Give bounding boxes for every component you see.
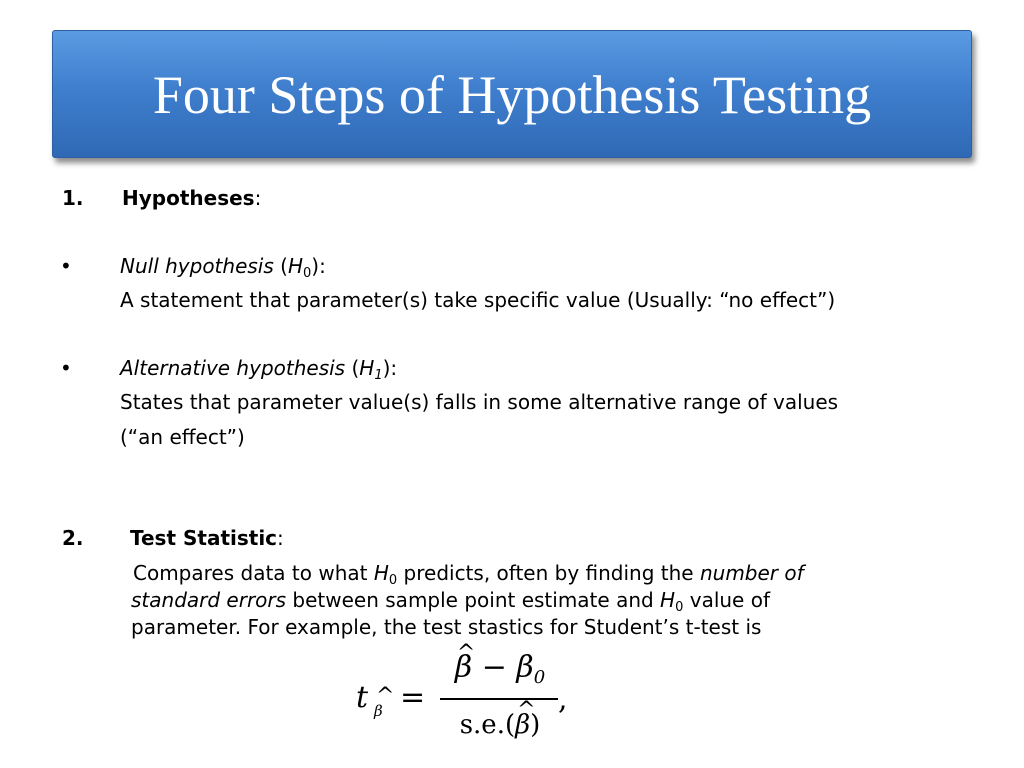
formula-t-symbol: t <box>356 680 369 715</box>
ts-line2-h: H <box>660 588 676 612</box>
formula-t-subscript-beta-hat: ^ β <box>374 702 383 720</box>
null-hypothesis-term-line <box>120 253 326 279</box>
alt-open-paren: ( <box>345 356 360 380</box>
ts-line2-italic: standard errors <box>131 588 287 612</box>
formula-denominator-close: ) <box>530 710 541 740</box>
formula-fraction-bar <box>440 698 558 700</box>
formula-numerator-subscript: 0 <box>533 667 546 688</box>
alt-close-paren: ): <box>382 356 398 380</box>
ts-line2-sub: 0 <box>675 600 684 615</box>
slide-title: Four Steps of Hypothesis Testing <box>152 65 872 125</box>
section1-heading: Hypotheses <box>122 186 255 210</box>
null-hypothesis-description: A statement that parameter(s) take specific value (Usually: “no effect”) <box>120 288 836 312</box>
ts-line1-text-a: Compares data to what <box>133 561 374 585</box>
section2-heading-line <box>130 525 284 551</box>
section2-colon: : <box>277 526 284 550</box>
null-open-paren: ( <box>273 254 288 278</box>
alt-h-symbol: H <box>359 356 375 380</box>
alternative-description-line-1: States that parameter value(s) falls in some alternative range of values <box>120 390 839 414</box>
alternative-hypothesis-term-line <box>120 355 397 381</box>
formula-equals: = <box>400 680 426 715</box>
ts-line1-h: H <box>373 561 389 585</box>
alternative-description-line-2: (“an effect”) <box>120 425 245 449</box>
formula-trailing-comma: , <box>558 682 568 717</box>
null-close-paren: ): <box>311 254 326 278</box>
section1-number: 1. <box>62 186 84 210</box>
ts-line1-sub: 0 <box>388 573 398 588</box>
formula-denominator-se: s.e.( <box>459 710 516 740</box>
bullet-marker-null: • <box>60 254 72 278</box>
title-banner <box>52 30 972 158</box>
ts-line1-text-b: predicts, often by finding the <box>397 561 700 585</box>
formula-denominator <box>440 708 560 742</box>
section2-heading: Test Statistic <box>130 526 278 550</box>
null-hypothesis-term: Null hypothesis <box>120 254 274 278</box>
ts-line2-text-a: between sample point estimate and <box>286 588 661 612</box>
null-h-symbol: H <box>287 254 303 278</box>
formula-numerator <box>440 650 560 686</box>
test-statistic-line-2 <box>131 587 770 613</box>
t-test-formula <box>352 646 572 756</box>
alt-h-subscript: 1 <box>374 368 383 383</box>
formula-numerator-rest: − β <box>472 650 534 685</box>
alternative-hypothesis-term: Alternative hypothesis <box>120 356 346 380</box>
ts-line2-text-b: value of <box>683 588 770 612</box>
bullet-marker-alternative: • <box>60 356 72 380</box>
section1-colon: : <box>254 186 262 210</box>
formula-denominator-beta-hat: ^ β <box>515 708 530 742</box>
test-statistic-line-1 <box>133 560 804 586</box>
formula-numerator-beta-hat: ^ β <box>455 650 472 686</box>
section2-number: 2. <box>62 526 84 550</box>
test-statistic-line-3: parameter. For example, the test stastics for Student’s t-test is <box>131 615 762 639</box>
null-h-subscript: 0 <box>303 266 312 281</box>
ts-line1-italic: number of <box>699 561 804 585</box>
section1-heading-line <box>122 185 261 211</box>
